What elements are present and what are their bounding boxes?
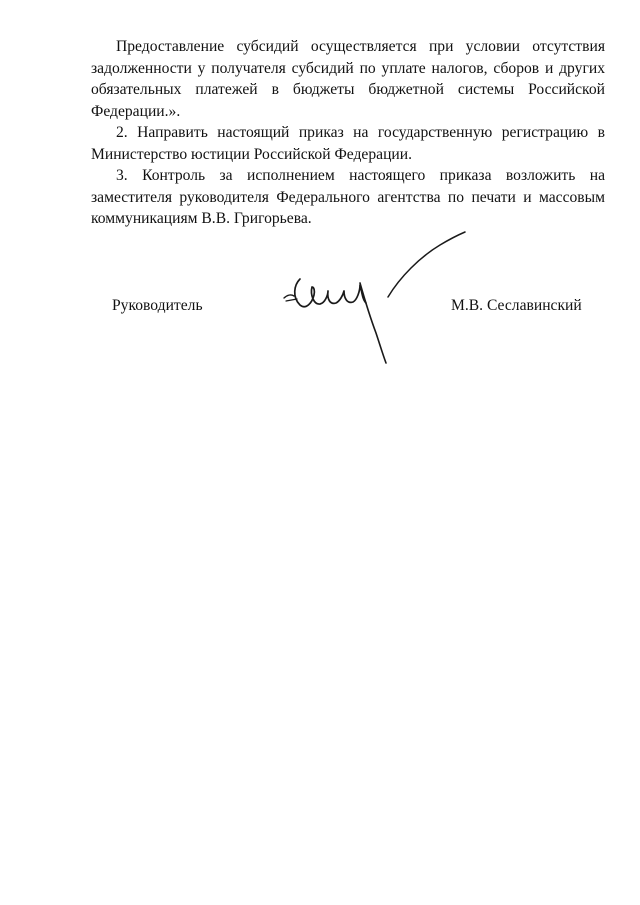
signatory-name: М.В. Сеславинский xyxy=(451,297,582,314)
handwritten-signature xyxy=(270,225,480,370)
signatory-role: Руководитель xyxy=(112,297,203,314)
paragraph-item-2-registration: 2. Направить настоящий приказ на государственную регистрацию в Министерство юстиции Российской Федерации. xyxy=(91,124,605,163)
paragraph-subsidy-condition: Предоставление субсидий осуществляется при условии отсутствия задолженности у получателя субсидий по уплате налогов, сборов и других обязательных платежей в бюджеты бюджетной системы Российской Федерации.». xyxy=(91,38,605,120)
paragraph-item-3-control: 3. Контроль за исполнением настоящего приказа возложить на заместителя руководителя Федерального агентства по печати и массовым коммуникациям В.В. Григорьева. xyxy=(91,167,605,227)
